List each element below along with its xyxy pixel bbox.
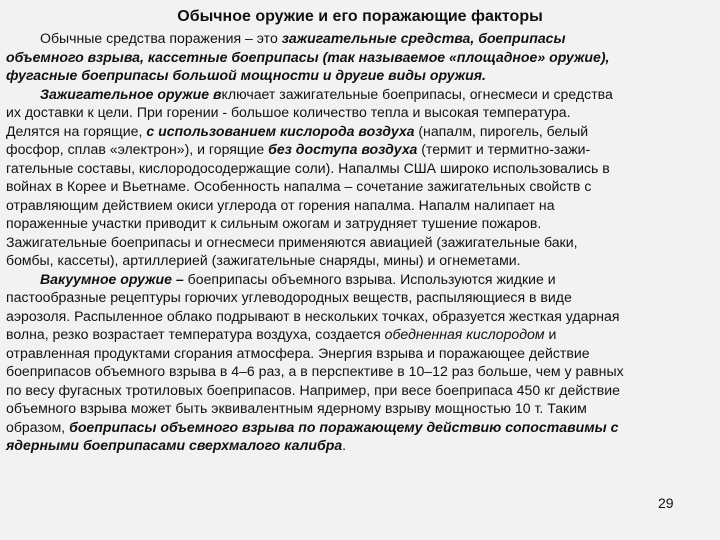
text-segment: отравляющим действием окиси углерода от горения напалма. Напалм налипает на bbox=[6, 196, 555, 213]
text-segment: Делятся на горящие, bbox=[6, 122, 147, 139]
text-segment: по весу фугасных тротиловых боеприпасов. Например, при весе боеприпаса 450 кг действие bbox=[6, 381, 620, 398]
emphasis-text: зажигательные средства, боеприпасы bbox=[281, 30, 566, 46]
text-segment: волна, резко возрастает температура воздуха, создается bbox=[6, 326, 385, 342]
text-line bbox=[6, 362, 712, 381]
text-line bbox=[6, 177, 712, 196]
emphasis-text: обедненная кислородом bbox=[384, 326, 545, 342]
text-line bbox=[6, 344, 712, 363]
text-line bbox=[6, 418, 712, 437]
text-segment: войнах в Корее и Вьетнаме. Особенность напалма – сочетание зажигательных свойств с bbox=[6, 178, 592, 194]
text-segment: пораженные участки приводит к сильным ожогам и затрудняет тушение пожаров. bbox=[6, 215, 542, 231]
text-segment: пастообразные рецептуры горючих углеводородных веществ, распыляющиеся в виде bbox=[6, 289, 572, 305]
text-line bbox=[6, 196, 712, 215]
text-line bbox=[6, 103, 712, 122]
emphasis-text: ядерными боеприпасами сверхмалого калибра bbox=[6, 437, 343, 453]
text-segment: Зажигательные боеприпасы и огнесмеси применяются авиацией (зажигательные баки, bbox=[6, 233, 578, 250]
text-line bbox=[6, 307, 712, 326]
text-line bbox=[6, 325, 712, 344]
text-line bbox=[6, 436, 712, 455]
page-title: Обычное оружие и его поражающие факторы bbox=[177, 8, 543, 25]
text-segment: . bbox=[342, 437, 347, 453]
text-line bbox=[6, 288, 712, 307]
text-segment: и bbox=[544, 326, 557, 342]
text-segment: Обычные средства поражения – это bbox=[40, 30, 282, 46]
text-segment: образом, bbox=[6, 418, 70, 435]
text-line bbox=[6, 159, 712, 178]
text-segment: боеприпасы объемного взрыва. Используются жидкие и bbox=[183, 270, 556, 287]
page-number: 29 bbox=[658, 495, 674, 511]
text-line bbox=[6, 381, 712, 400]
emphasis-text: без доступа воздуха bbox=[268, 141, 418, 157]
text-line bbox=[6, 85, 712, 104]
text-segment: (напалм, пирогель, белый bbox=[414, 122, 589, 139]
text-line bbox=[6, 399, 712, 418]
text-segment: отравленная продуктами сгорания атмосфера. Энергия взрыва и поражающее действие bbox=[6, 344, 590, 361]
emphasis-text: объемного взрыва, кассетные боеприпасы (так называемое «площадное» оружие), bbox=[6, 48, 610, 65]
text-segment: (термит и термитно-зажи- bbox=[417, 141, 591, 157]
emphasis-text: боеприпасы объемного взрыва по поражающему действию сопоставимы с bbox=[69, 418, 619, 435]
text-segment: объемного взрыва может быть эквивалентным ядерному взрыву мощностью 10 т. Таким bbox=[6, 400, 587, 416]
text-segment: их доставки к цели. При горении - большое количество тепла и высокая температура. bbox=[6, 104, 571, 120]
emphasis-text: с использованием кислорода воздуха bbox=[146, 122, 415, 139]
text-segment: бомбы, кассеты), артиллерией (зажигательные снаряды, мины) и огнеметами. bbox=[6, 252, 521, 268]
text-line bbox=[6, 251, 712, 270]
text-segment: гательные составы, кислородосодержащие соли). Напалмы США широко использовались в bbox=[6, 159, 610, 176]
text-segment: боеприпасов объемного взрыва в 4–6 раз, а в перспективе в 10–12 раз больше, чем у равных bbox=[6, 363, 624, 379]
emphasis-text: Зажигательное оружие в bbox=[40, 85, 222, 102]
text-line bbox=[6, 29, 712, 48]
text-segment: фосфор, сплав «электрон»), и горящие bbox=[6, 141, 269, 157]
text-segment: аэрозоля. Распыленное облако подрывают в нескольких точках, образуется жесткая ударная bbox=[6, 307, 620, 324]
text-line bbox=[6, 214, 712, 233]
text-segment: ключает зажигательные боеприпасы, огнесмеси и средства bbox=[221, 85, 613, 102]
text-line bbox=[6, 140, 712, 159]
text-line bbox=[6, 48, 712, 67]
emphasis-text: фугасные боеприпасы большой мощности и другие виды оружия. bbox=[6, 67, 486, 83]
emphasis-text: Вакуумное оружие – bbox=[40, 270, 184, 287]
text-line bbox=[6, 122, 712, 141]
text-line bbox=[6, 270, 712, 289]
text-line bbox=[6, 233, 712, 252]
text-line bbox=[6, 66, 712, 85]
body-text bbox=[6, 29, 712, 455]
